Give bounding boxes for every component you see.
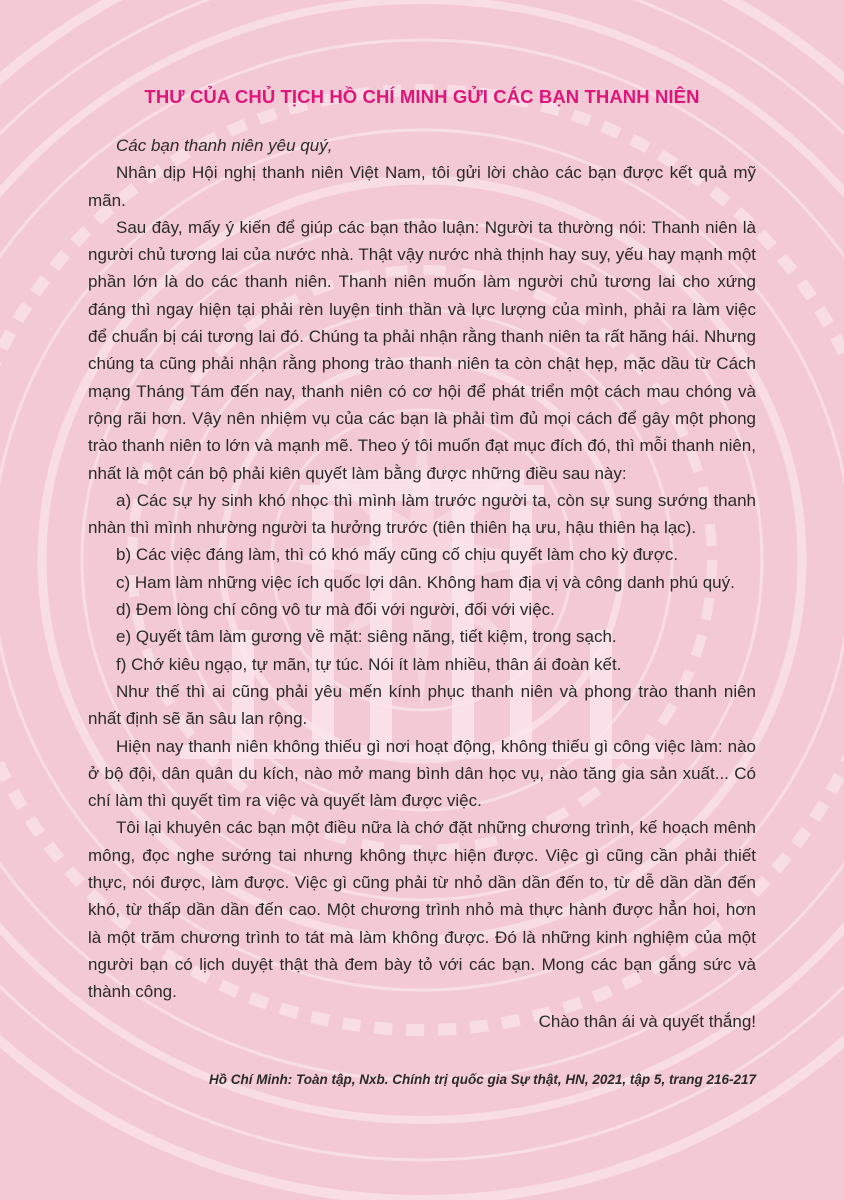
paragraph: Như thế thì ai cũng phải yêu mến kính phục thanh niên và phong trào thanh niên nhất định sẽ ăn sâu lan rộng. xyxy=(88,681,756,729)
list-item-c: c) Ham làm những việc ích quốc lợi dân. Không ham địa vị và công danh phú quý. xyxy=(116,572,735,592)
paragraph: Nhân dịp Hội nghị thanh niên Việt Nam, tôi gửi lời chào các bạn được kết quả mỹ mãn. xyxy=(88,163,756,210)
greeting: Các bạn thanh niên yêu quý, xyxy=(116,136,333,155)
list-item-e: e) Quyết tâm làm gương về mặt: siêng năng, tiết kiệm, trong sạch. xyxy=(116,627,617,647)
list-item-d: d) Đem lòng chí công vô tư mà đối với người, đối với việc. xyxy=(116,600,555,620)
document-title: THƯ CỦA CHỦ TỊCH HỒ CHÍ MINH GỬI CÁC BẠN THANH NIÊN xyxy=(144,86,700,107)
list-item-f: f) Chớ kiêu ngạo, tự mãn, tự túc. Nói ít làm nhiều, thân ái đoàn kết. xyxy=(116,654,622,674)
closing-line: Chào thân ái và quyết thắng! xyxy=(538,1011,756,1031)
paragraph: Tôi lại khuyên các bạn một điều nữa là chớ đặt những chương trình, kế hoạch mênh mông, đọc nghe sướng tai nhưng không thực hiện được. Việc gì cũng cần phải thiết thực, nói được, làm được. Việc gì cũng phải từ nhỏ dần dần đến to, từ dễ dần dần đến khó, từ thấp dần dần đến cao. Một chương trình nhỏ mà thực hành được hẳn hoi, hơn là một trăm chương trình to tát mà làm không được. Đó là những kinh nghiệm của một người bạn có lịch duyệt thật thà đem bày tỏ với các bạn. Mong các bạn gắng sức và thành công. xyxy=(88,818,756,1002)
letter-body xyxy=(88,132,756,1035)
source-citation: Hồ Chí Minh: Toàn tập, Nxb. Chính trị quốc gia Sự thật, HN, 2021, tập 5, trang 216-217 xyxy=(209,1072,756,1087)
paragraph: Sau đây, mấy ý kiến để giúp các bạn thảo luận: Người ta thường nói: Thanh niên là người chủ tương lai của nước nhà. Thật vậy nước nhà thịnh hay suy, yếu hay mạnh một phần lớn là do các thanh niên. Thanh niên muốn làm người chủ tương lai cho xứng đáng thì ngay hiện tại phải rèn luyện tinh thần và lực lượng của mình, phải ra làm việc để chuẩn bị cái tương lai đó. Chúng ta phải nhận rằng thanh niên ta rất hăng hái. Nhưng chúng ta cũng phải nhận rằng phong trào thanh niên ta còn chật hẹp, mặc dầu từ Cách mạng Tháng Tám đến nay, thanh niên có cơ hội để phát triển một cách mau chóng và rộng rãi hơn. Vậy nên nhiệm vụ của các bạn là phải tìm đủ mọi cách để gây một phong trào thanh niên to lớn và mạnh mẽ. Theo ý tôi muốn đạt mục đích đó, thì mỗi thanh niên, nhất là một cán bộ phải kiên quyết làm bằng được những điều sau này: xyxy=(88,217,756,483)
paragraph: Hiện nay thanh niên không thiếu gì nơi hoạt động, không thiếu gì công việc làm: nào ở bộ đội, dân quân du kích, nào mở mang bình dân học vụ, nào tăng gia sản xuất... Có chí làm thì quyết tìm ra việc và quyết làm được việc. xyxy=(88,736,756,811)
list-item-b: b) Các việc đáng làm, thì có khó mấy cũng cố chịu quyết làm cho kỳ được. xyxy=(116,545,679,565)
list-item-a: a) Các sự hy sinh khó nhọc thì mình làm trước người ta, còn sự sung sướng thanh nhàn thì mình nhường người ta hưởng trước (tiên thiên hạ ưu, hậu thiên hạ lạc). xyxy=(88,490,756,538)
